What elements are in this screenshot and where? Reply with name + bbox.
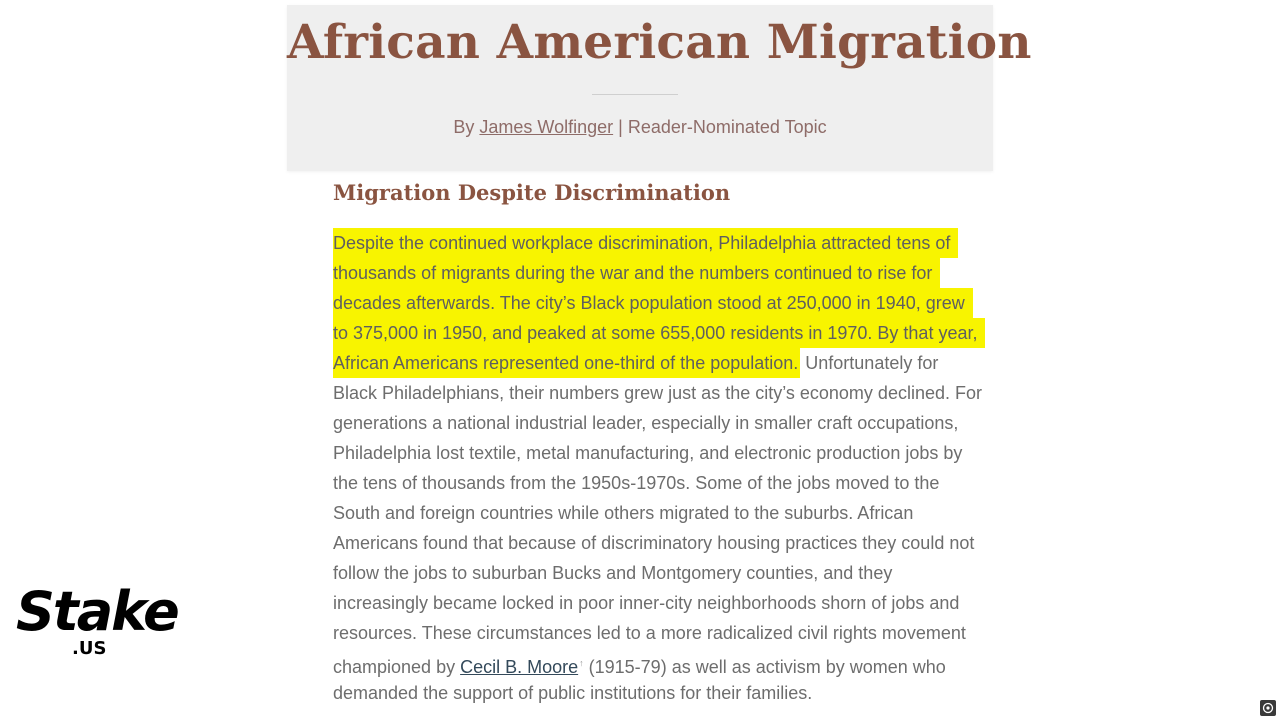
header-divider (592, 94, 678, 95)
article-body (333, 228, 982, 708)
text-line: generations a national industrial leader, especially in smaller craft occupations, (333, 413, 959, 433)
topic-label: Reader-Nominated Topic (627, 117, 827, 137)
plain-text: Unfortunately for (800, 353, 939, 373)
text-line: demanded the support of public institutions for their families. (333, 683, 813, 703)
section-heading: Migration Despite Discrimination (333, 180, 731, 205)
text-line (333, 228, 953, 258)
highlighted-text: Despite the continued workplace discrimination, Philadelphia attracted tens of (333, 228, 958, 258)
highlighted-text: to 375,000 in 1950, and peaked at some 655,000 residents in 1970. By that year, (333, 318, 985, 348)
byline (287, 117, 993, 138)
text-line: Americans found that because of discriminatory housing practices they could not (333, 533, 975, 553)
text-line: South and foreign countries while others migrated to the suburbs. African (333, 503, 914, 523)
plain-text: (1915-79) as well as activism by women who (583, 657, 946, 677)
text-line: follow the jobs to suburban Bucks and Montgomery counties, and they (333, 563, 893, 583)
text-line: the tens of thousands from the 1950s-1970s. Some of the jobs moved to the (333, 473, 940, 493)
text-line: increasingly became locked in poor inner-city neighborhoods shorn of jobs and (333, 593, 960, 613)
stake-logo-suffix: .US (72, 638, 107, 659)
byline-prefix: By (453, 117, 475, 137)
page-title: African American Migration (287, 15, 1032, 70)
text-line (333, 258, 953, 288)
text-line (333, 648, 953, 678)
highlighted-text: decades afterwards. The city’s Black population stood at 250,000 in 1940, grew (333, 288, 973, 318)
article-header (287, 5, 1032, 171)
text-line (333, 348, 953, 378)
byline-separator: | (618, 117, 623, 137)
link-marker-icon: ↑ (579, 658, 584, 668)
settings-target-icon[interactable] (1260, 700, 1276, 716)
text-line: Philadelphia lost textile, metal manufacturing, and electronic production jobs by (333, 443, 963, 463)
highlighted-text: thousands of migrants during the war and the numbers continued to rise for (333, 258, 940, 288)
text-line (333, 288, 965, 318)
cecil-moore-link[interactable]: Cecil B. Moore (460, 657, 579, 677)
text-line (333, 318, 978, 348)
text-line: resources. These circumstances led to a more radicalized civil rights movement (333, 623, 966, 643)
text-line: Black Philadelphians, their numbers grew just as the city’s economy declined. For (333, 383, 982, 403)
plain-text: championed by (333, 657, 461, 677)
stake-logo-word: Stake (16, 580, 178, 643)
highlighted-text: African Americans represented one-third of the population. (333, 348, 800, 378)
author-link[interactable]: James Wolfinger (479, 117, 614, 137)
stake-logo (16, 580, 178, 664)
